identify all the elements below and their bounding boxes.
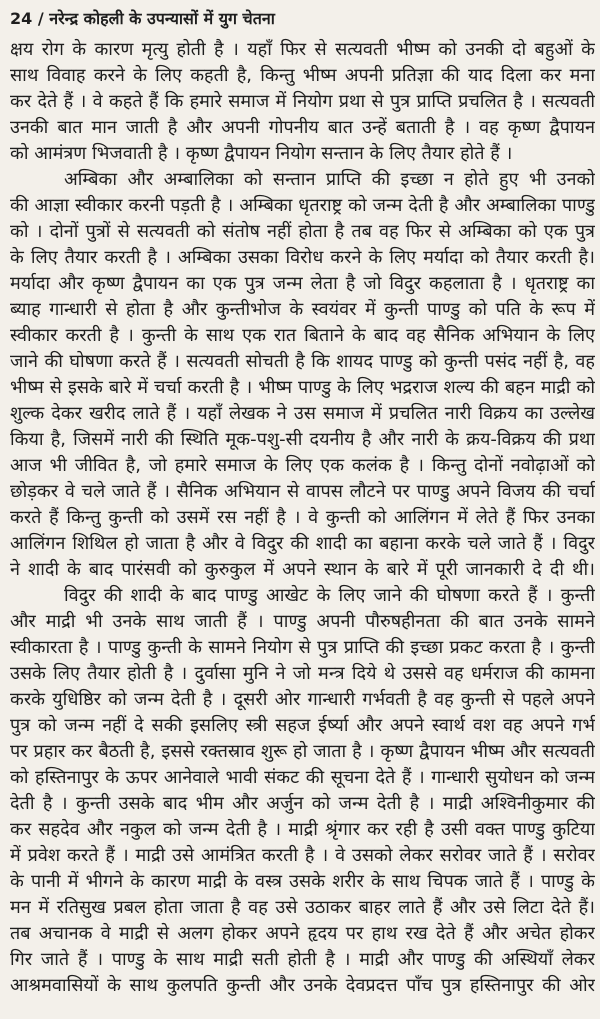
text-line: किया है, जिसमें नारी की स्थिति मूक-पशु-सी दयनीय है और नारी के क्रय-विक्रय की प्रथा: [10, 429, 595, 450]
text-line: तब अचानक वे माद्री से अलग होकर अपने हृदय पर हाथ रख देते हैं और अचेत होकर: [10, 923, 595, 944]
text-line: जाने की घोषणा करते हैं । सत्यवती सोचती है कि शायद पाण्डु को कुन्ती पसंद नहीं है, वह: [10, 351, 595, 372]
text-line: मन में रतिसुख प्रबल होता जाता है वह उसे उठाकर बाहर लाते हैं और उसे लिटा देते हैं।: [10, 897, 595, 918]
text-line: मर्यादा और कृष्ण द्वैपायन का एक पुत्र जन्म लेता है जो विदुर कहलाता है । धृतराष्ट्र का: [10, 273, 595, 294]
text-line: में प्रवेश करते हैं । माद्री उसे आमंत्रित करती है । वे उसको लेकर सरोवर जाते हैं । सरोवर: [10, 845, 595, 866]
text-line: देती है । कुन्ती उसके बाद भीम और अर्जुन को जन्म देती है । माद्री अश्विनीकुमार की: [10, 793, 595, 814]
text-line: उसके लिए तैयार होती है । दुर्वासा मुनि ने जो मन्त्र दिये थे उससे वह धर्मराज की कामना: [10, 663, 595, 684]
paragraph: [10, 37, 595, 167]
text-line: आज भी जीवित है, जो हमारे समाज के लिए एक कलंक है । किन्तु दोनों नवोढ़ाओं को: [10, 455, 595, 476]
text-line: आलिंगन शिथिल हो जाता है और वे विदुर की शादी का बहाना करके चले जाते हैं । विदुर: [10, 533, 595, 554]
text-line: उनकी बात मान जाती है और अपनी गोपनीय बात उन्हें बताती है । वह कृष्ण द्वैपायन: [10, 117, 595, 138]
text-line: छोड़कर वे चले जाते हैं । सैनिक अभियान से वापस लौटने पर पाण्डु अपने विजय की चर्चा: [10, 481, 595, 502]
text-line: भीष्म से इसके बारे में चर्चा करती है । भीष्म पाण्डु के लिए भद्रराज शल्य की बहन माद्री को: [10, 377, 595, 398]
text-line: विदुर की शादी के बाद पाण्डु आखेट के लिए जाने की घोषणा करते हैं । कुन्ती: [64, 585, 595, 606]
text-line: करके युधिष्ठिर को जन्म देती है । दूसरी ओर गान्धारी गर्भवती है वह कुन्ती से पहले अपने: [10, 689, 595, 710]
paragraph: [10, 167, 595, 583]
text-line: आश्रमवासियों के साथ कुलपति कुन्ती और उनके देवप्रदत्त पाँच पुत्र हस्तिनापुर की ओर: [10, 975, 595, 996]
page-body: [10, 37, 595, 999]
paragraph: [10, 583, 595, 999]
text-line: कर सहदेव और नकुल को जन्म देती है । माद्री श्रृंगार कर रही है उसी वक्त पाण्डु कुटिया: [10, 819, 595, 840]
text-line: ब्याह गान्धारी से होता है और कुन्तीभोज के स्वयंवर में कुन्ती पाण्डु को पति के रूप में: [10, 299, 595, 320]
text-line: कर देते हैं । वे कहते हैं कि हमारे समाज में नियोग प्रथा से पुत्र प्राप्ति प्रचलित है । सत्यवती: [10, 91, 595, 112]
text-line: को हस्तिनापुर के ऊपर आनेवाले भावी संकट की सूचना देते हैं । गान्धारी सुयोधन को जन्म: [10, 767, 595, 788]
text-line: साथ विवाह करने के लिए कहती है, किन्तु भीष्म अपनी प्रतिज्ञा की याद दिला कर मना: [10, 65, 595, 86]
text-line: स्वीकार करती है । कुन्ती के साथ एक रात बिताने के बाद वह सैनिक अभियान के लिए: [10, 325, 595, 346]
text-line: करते हैं किन्तु कुन्ती को उसमें रस नहीं है । वे कुन्ती को आलिंगन में लेते हैं फिर उनका: [10, 507, 595, 528]
text-line: शुल्क देकर खरीद लाते हैं । यहाँ लेखक ने उस समाज में प्रचलित नारी विक्रय का उल्लेख: [10, 403, 595, 424]
text-line: क्षय रोग के कारण मृत्यु होती है । यहाँ फिर से सत्यवती भीष्म को उनकी दो बहुओं के: [10, 39, 595, 60]
text-line: गिर जाते हैं । पाण्डु के साथ माद्री सती होती है । माद्री और पाण्डु की अस्थियाँ लेकर: [10, 949, 595, 970]
text-line: पुत्र को जन्म नहीं दे सकी इसलिए स्त्री सहज ईर्ष्या और अपने स्वार्थ वश वह अपने गर्भ: [10, 715, 595, 736]
text-line: के पानी में भीगने के कारण माद्री के वस्त्र उसके शरीर के साथ चिपक जाते हैं । पाण्डु के: [10, 871, 595, 892]
text-line: स्वीकारता है । पाण्डु कुन्ती के सामने नियोग से पुत्र प्राप्ति की इच्छा प्रकट करता है । कुन्ती: [10, 637, 595, 658]
text-line: के लिए तैयार करती है । अम्बिका उसका विरोध करने के लिए मर्यादा को तैयार करती है।: [10, 247, 595, 268]
running-header: 24 / नरेन्द्र कोहली के उपन्यासों में युग चेतना: [10, 9, 275, 28]
text-line: ने शादी के बाद पारंसवी को कुरुकुल में अपने स्थान के बारे में पूरी जानकारी दे दी थी।: [10, 559, 595, 580]
text-line: को आमंत्रण भिजवाती है । कृष्ण द्वैपायन नियोग सन्तान के लिए तैयार होते हैं ।: [10, 143, 513, 164]
text-line: अम्बिका और अम्बालिका को सन्तान प्राप्ति की इच्छा न होते हुए भी उनको: [64, 169, 595, 190]
text-line: पर प्रहार कर बैठती है, इससे रक्तस्राव शुरू हो जाता है । कृष्ण द्वैपायन भीष्म और सत्यवती: [10, 741, 595, 762]
text-line: की आज्ञा स्वीकार करनी पड़ती है । अम्बिका धृतराष्ट्र को जन्म देती है और अम्बालिका पाण्डु: [10, 195, 595, 216]
text-line: और माद्री भी उनके साथ जाती हैं । पाण्डु अपनी पौरुषहीनता की बात उनके सामने: [10, 611, 595, 632]
text-line: को । दोनों पुत्रों से सत्यवती को संतोष नहीं होता है तब वह फिर से अम्बिका को एक पुत्र: [10, 221, 595, 242]
